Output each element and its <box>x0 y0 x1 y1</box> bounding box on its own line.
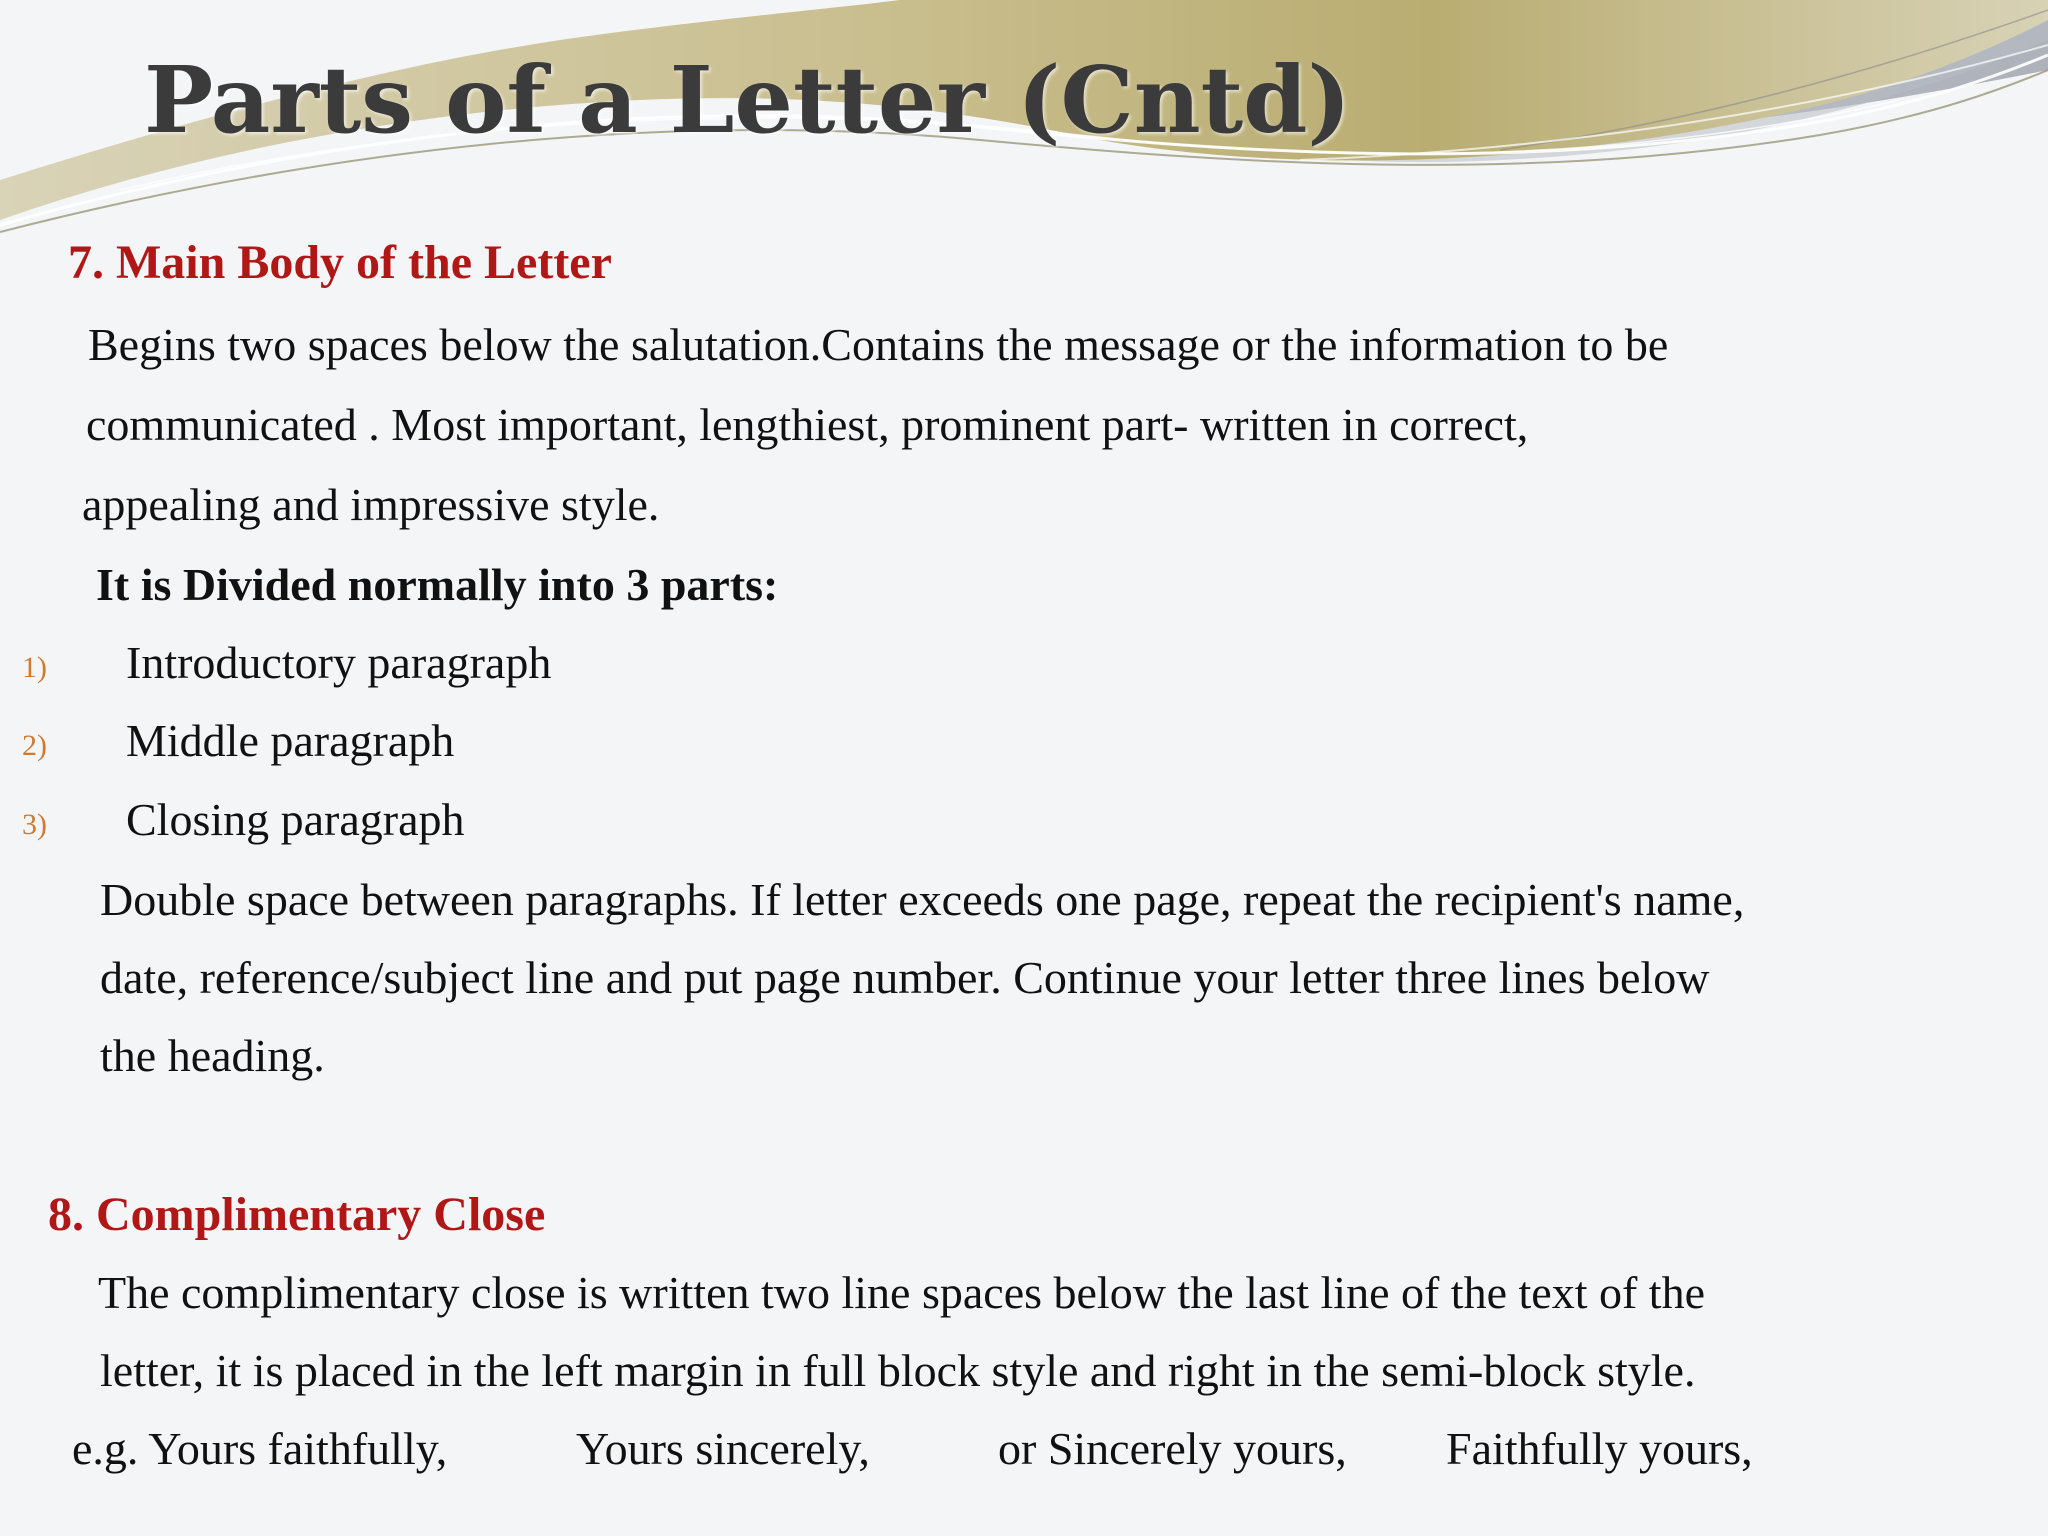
example-faithfully-yours: Faithfully yours, <box>1446 1423 1753 1474</box>
list-number: 2) <box>22 729 47 762</box>
example-yours-sincerely: Yours sincerely, <box>576 1423 870 1474</box>
section-7-paragraph-line-1: Begins two spaces below the salutation.Contains the message or the information to be <box>88 319 1669 370</box>
list-number: 3) <box>22 808 47 841</box>
list-item-label: Closing paragraph <box>126 794 465 845</box>
list-number: 1) <box>22 651 47 684</box>
section-8-paragraph-line-2: letter, it is placed in the left margin in full block style and right in the semi-block style. <box>100 1345 1696 1396</box>
divided-label: It is Divided normally into 3 parts: <box>96 559 779 610</box>
slide-title: Parts of a Letter (Cntd) <box>144 46 1351 154</box>
section-7-note-line-1: Double space between paragraphs. If letter exceeds one page, repeat the recipient's name, <box>100 874 1745 925</box>
list-item-label: Middle paragraph <box>126 715 455 766</box>
example-sincerely-yours: or Sincerely yours, <box>998 1423 1347 1474</box>
section-7-note-line-2: date, reference/subject line and put page number. Continue your letter three lines below <box>100 952 1710 1003</box>
list-item-label: Introductory paragraph <box>126 637 552 688</box>
section-8-paragraph-line-1: The complimentary close is written two line spaces below the last line of the text of the <box>98 1267 1705 1318</box>
section-7-paragraph-line-2: communicated . Most important, lengthiest, prominent part- written in correct, <box>86 399 1529 450</box>
example-yours-faithfully: e.g. Yours faithfully, <box>72 1423 448 1474</box>
section-7-heading: 7. Main Body of the Letter <box>68 236 612 289</box>
section-7-note-line-3: the heading. <box>100 1030 325 1081</box>
section-7-paragraph-line-3: appealing and impressive style. <box>82 479 660 530</box>
section-8-heading: 8. Complimentary Close <box>48 1188 546 1241</box>
